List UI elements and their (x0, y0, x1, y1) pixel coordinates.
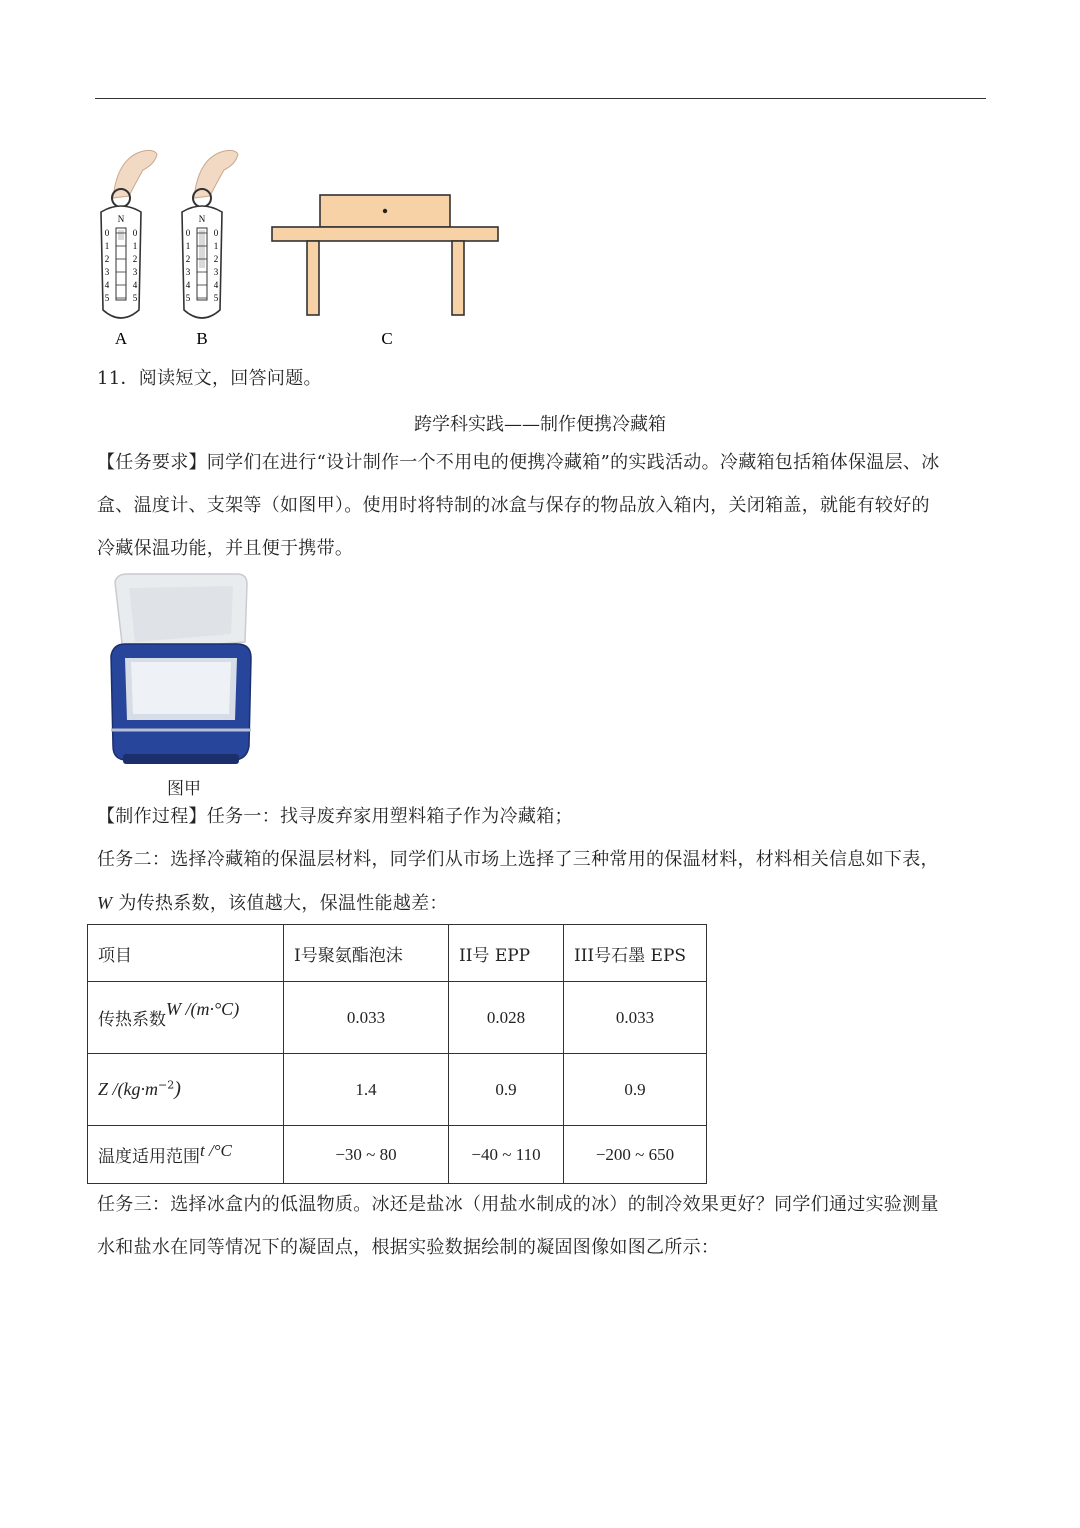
scale-tick-label: 5 (104, 293, 110, 303)
question-number: 11．阅读短文，回答问题。 (97, 368, 322, 389)
scale-tick-label: 1 (132, 241, 138, 251)
figure-label-c: C (381, 329, 393, 348)
materials-table (87, 924, 707, 1184)
header-material-3: III号石墨 EPS (564, 925, 707, 982)
row1-unit: W /(m·°C) (166, 999, 240, 1019)
row2-value-2: 0.9 (449, 1054, 564, 1126)
row3-value-2: −40 ~ 110 (449, 1126, 564, 1184)
row2-value-1: 1.4 (284, 1054, 449, 1126)
row3-label-cell (88, 1126, 284, 1184)
row3-unit: t /°C (200, 1141, 232, 1160)
figure-label-b: B (196, 329, 208, 348)
row3-value-1: −30 ~ 80 (284, 1126, 449, 1184)
scale-tick-label: 1 (213, 241, 219, 251)
row3-value-3: −200 ~ 650 (564, 1126, 707, 1184)
row1-value-1: 0.033 (284, 982, 449, 1054)
table-header-row (88, 925, 707, 982)
row2-label-var: Z /(kg·m (98, 1079, 158, 1099)
figure-spring-scales-and-table (95, 140, 535, 355)
scale-tick-label: 0 (132, 228, 138, 238)
scale-tick-label: 5 (185, 293, 191, 303)
article-title: 跨学科实践——制作便携冷藏箱 (414, 414, 666, 435)
header-item: 项目 (88, 925, 284, 982)
row2-label-end: ) (174, 1078, 181, 1100)
spring-scale-b (182, 150, 238, 318)
scale-tick-label: 3 (104, 267, 110, 277)
scale-tick-label: 2 (185, 254, 191, 264)
scale-tick-label: 2 (104, 254, 110, 264)
scale-tick-label: 3 (132, 267, 138, 277)
row1-value-3: 0.033 (564, 982, 707, 1054)
task2-line-1: 任务二：选择冷藏箱的保温层材料，同学们从市场上选择了三种常用的保温材料，材料相关信息如下表， (97, 849, 939, 870)
scale-tick-label: 3 (213, 267, 219, 277)
scale-tick-label: 4 (132, 280, 138, 290)
row2-value-3: 0.9 (564, 1054, 707, 1126)
scale-tick-label: 0 (213, 228, 219, 238)
scale-tick-label: 5 (213, 293, 219, 303)
scale-a-top-label: N (117, 214, 125, 224)
scale-tick-label: 4 (185, 280, 191, 290)
row2-label-cell (88, 1054, 284, 1126)
scale-b-top-label: N (198, 214, 206, 224)
table-illustration-c (272, 195, 498, 315)
spring-scale-a (101, 150, 157, 318)
row1-label-cell (88, 982, 284, 1054)
scale-tick-label: 4 (104, 280, 110, 290)
row1-label: 传热系数 (98, 1010, 166, 1030)
task2-line-2-text: 为传热系数，该值越大，保温性能越差： (118, 893, 448, 914)
task2-line-2 (97, 882, 448, 925)
process-line: 【制作过程】任务一：找寻废弃家用塑料箱子作为冷藏箱； (97, 806, 573, 827)
table-row-temperature-range (88, 1126, 707, 1184)
row1-value-2: 0.028 (449, 982, 564, 1054)
scale-tick-label: 0 (104, 228, 110, 238)
scale-tick-label: 2 (213, 254, 219, 264)
task3-line-2: 水和盐水在同等情况下的凝固点，根据实验数据绘制的凝固图像如图乙所示： (97, 1237, 720, 1258)
figure-jia-caption: 图甲 (167, 779, 201, 799)
table-row-heat-coefficient (88, 982, 707, 1054)
scale-tick-label: 4 (213, 280, 219, 290)
cooler-box-image (105, 570, 255, 770)
header-rule (95, 98, 986, 99)
table-row-density (88, 1054, 707, 1126)
scale-tick-label: 1 (104, 241, 110, 251)
task-requirement-line-1: 【任务要求】同学们在进行“设计制作一个不用电的便携冷藏箱”的实践活动。冷藏箱包括箱体保温层、冰 (97, 452, 940, 473)
scale-tick-label: 1 (185, 241, 191, 251)
task3-line-1: 任务三：选择冰盒内的低温物质。冰还是盐冰（用盐水制成的冰）的制冷效果更好？同学们通过实验测量 (97, 1194, 939, 1215)
figure-label-a: A (114, 329, 128, 348)
scale-tick-label: 3 (185, 267, 191, 277)
row2-label-sup: −2 (158, 1078, 175, 1092)
scale-tick-label: 5 (132, 293, 138, 303)
scale-tick-label: 0 (185, 228, 191, 238)
header-material-2: II号 EPP (449, 925, 564, 982)
scale-tick-label: 2 (132, 254, 138, 264)
task-requirement-line-3: 冷藏保温功能，并且便于携带。 (97, 538, 354, 559)
header-material-1: I号聚氨酯泡沫 (284, 925, 449, 982)
task-requirement-line-2: 盒、温度计、支架等（如图甲）。使用时将特制的冰盒与保存的物品放入箱内，关闭箱盖，就能有较好的 (97, 495, 930, 516)
row3-label: 温度适用范围 (98, 1147, 200, 1167)
task2-variable: W (97, 893, 113, 913)
